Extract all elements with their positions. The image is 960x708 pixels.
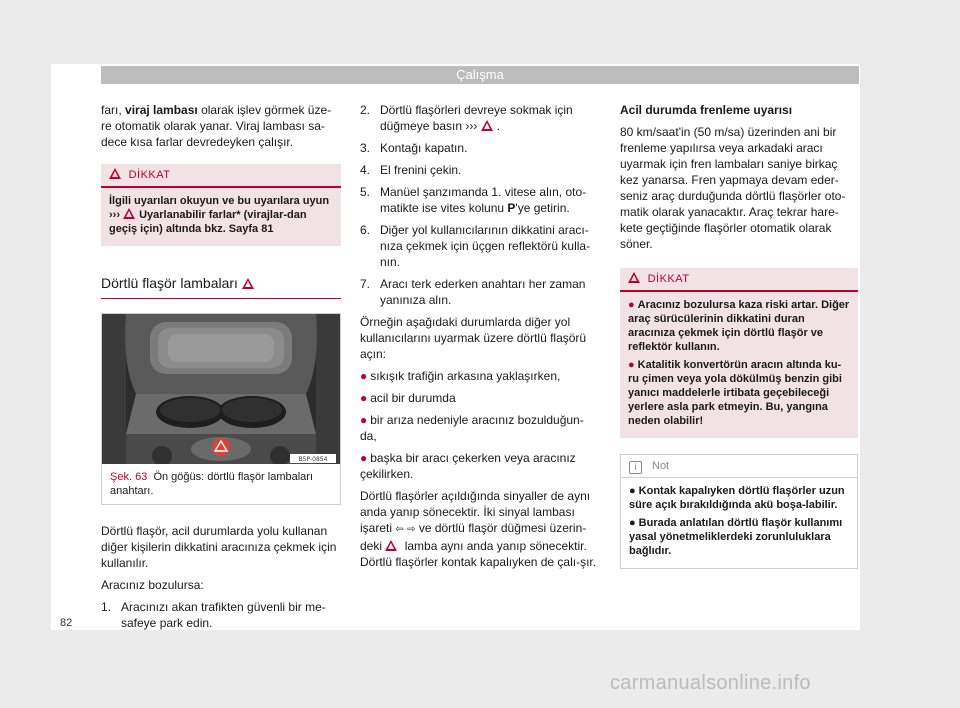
figure-code: B5P-0854 (298, 456, 328, 463)
note-header: i Not (621, 455, 857, 478)
list-item: 7. Aracı terk ederken anahtarı her zaman yanınıza alın. (360, 277, 586, 307)
paragraph: 80 km/saat'in (50 m/sa) üzerinden ani bir frenleme yapılırsa veya arkadaki aracı uyarmak için fren lambaları saniye birkaç kez yanarsa. Fren yapmaya devam eder-seniz araç durduğunda dörtlü flaşörler oto-matik olarak yanacaktır. Araç tekrar hare-kete geçtiğinde flaşörler otomatik olarak söner. (620, 125, 846, 251)
paragraph: Örneğin aşağıdaki durumlarda diğer yol kullanıcılarını uyarmak üzere dörtlü flaşörü açın: (360, 315, 587, 361)
note-body (621, 484, 857, 558)
hazard-triangle-icon (385, 540, 397, 551)
warning-triangle-icon (242, 278, 254, 289)
paragraph: Dörtlü flaşör, acil durumlarda yolu kullanan diğer kişilerin dikkatini aracınıza çekmek için kullanılır. (101, 524, 337, 570)
page-header: Çalışma (101, 66, 859, 84)
steps-list (101, 599, 341, 631)
warning-triangle-icon (628, 272, 640, 283)
list-item: 3. Kontağı kapatın. (360, 141, 468, 155)
console-photo (102, 314, 340, 464)
steps-list (360, 102, 600, 308)
paragraph: Aracınız bozulursa: (101, 578, 204, 592)
watermark: carmanualsonline.info (610, 672, 811, 694)
figure-hazard-switch (101, 313, 341, 505)
list-item: ● Kontak kapalıyken dörtlü flaşörler uzun süre açık bırakıldığında akü boşa-labilir. (629, 485, 845, 511)
section-title: Dörtlü flaşör lambaları (101, 274, 341, 299)
bullet-list (360, 368, 600, 482)
turn-signal-right-icon: ⇨ (407, 524, 416, 535)
list-item: 2. Dörtlü flaşörleri devreye sokmak için düğmeye basın ››› . (360, 103, 573, 133)
turn-signal-left-icon: ⇦ (395, 524, 404, 535)
list-item: ● Katalitik konvertörün aracın altında ku-ru çimen veya yola dökülmüş benzin gibi yanıcı maddelerle irtibata geçebileceği yerlere asla park etmeyin. Bu, yangına neden olabilir! (628, 359, 842, 427)
list-item: ● bir arıza nedeniyle aracınız bozulduğun-da, (360, 413, 584, 443)
figure-caption: Şek. 63 Ön göğüs: dörtlü flaşör lambaları anahtarı. (110, 471, 314, 497)
column-2 (360, 102, 600, 576)
column-1 (101, 102, 341, 637)
list-item: ● sıkışık trafiğin arkasına yaklaşırken, (360, 369, 561, 383)
list-item: ● Burada anlatılan dörtlü flaşör kullanımı yasal yönetmeliklerdeki zorunluluklara bağlıdır. (629, 517, 843, 557)
warning-body: İlgili uyarıları okuyun ve bu uyarılara uyun ››› Uyarlanabilir farlar* (virajlar-dan geçiş için) altında bkz. Sayfa 81 (109, 195, 330, 235)
list-item: 4. El frenini çekin. (360, 163, 462, 177)
warning-box (620, 268, 858, 438)
column-3 (620, 102, 858, 569)
list-item: ● Aracınız bozulursa kaza riski artar. Diğer araç sürücülerinin dikkatini duran aracınıza çekmek için dörtlü flaşör ve reflektör kullanın. (628, 299, 850, 353)
warning-triangle-icon (481, 120, 493, 131)
intro-paragraph: farı, viraj lambası olarak işlev görmek üze-re otomatik olarak yanar. Viraj lambası sa-dece kısa farlar devredeyken çalışır. (101, 103, 332, 149)
list-item: 1. Aracınızı akan trafikten güvenli bir me-safeye park edin. (101, 600, 326, 630)
paragraph: Dörtlü flaşörler açıldığında sinyaller de aynı anda yanıp sönecektir. İki sinyal lambası işareti ⇦ ⇨ ve dörtlü flaşör düğmesi üzerin-deki lamba aynı anda yanıp sönecektir. Dörtlü flaşörler kontak kapalıyken de çalı-şır. (360, 489, 597, 569)
note-box (620, 454, 858, 569)
list-item: 6. Diğer yol kullanıcılarının dikkatini aracı-nıza çekmek için üçgen reflektörü kulla-nın. (360, 223, 591, 269)
warning-box (101, 164, 341, 246)
list-item: ● başka bir aracı çekerken veya aracınız çekilirken. (360, 451, 576, 481)
warning-triangle-icon (109, 168, 121, 179)
list-item: 5. Manüel şanzımanda 1. vitese alın, oto-matikte ise vites kolunu P'ye getirin. (360, 185, 587, 215)
list-item: ● acil bir durumda (360, 391, 456, 405)
cross-reference-link[interactable]: ››› (465, 119, 478, 133)
warning-body (620, 298, 858, 428)
page-number: 82 (60, 617, 73, 629)
warning-triangle-icon (123, 208, 135, 219)
cross-reference-link[interactable]: ››› (109, 209, 120, 221)
subheading: Acil durumda frenleme uyarısı (620, 103, 793, 117)
warning-header: DİKKAT (101, 164, 341, 188)
info-icon: i (629, 461, 642, 474)
warning-header: DİKKAT (620, 268, 858, 292)
